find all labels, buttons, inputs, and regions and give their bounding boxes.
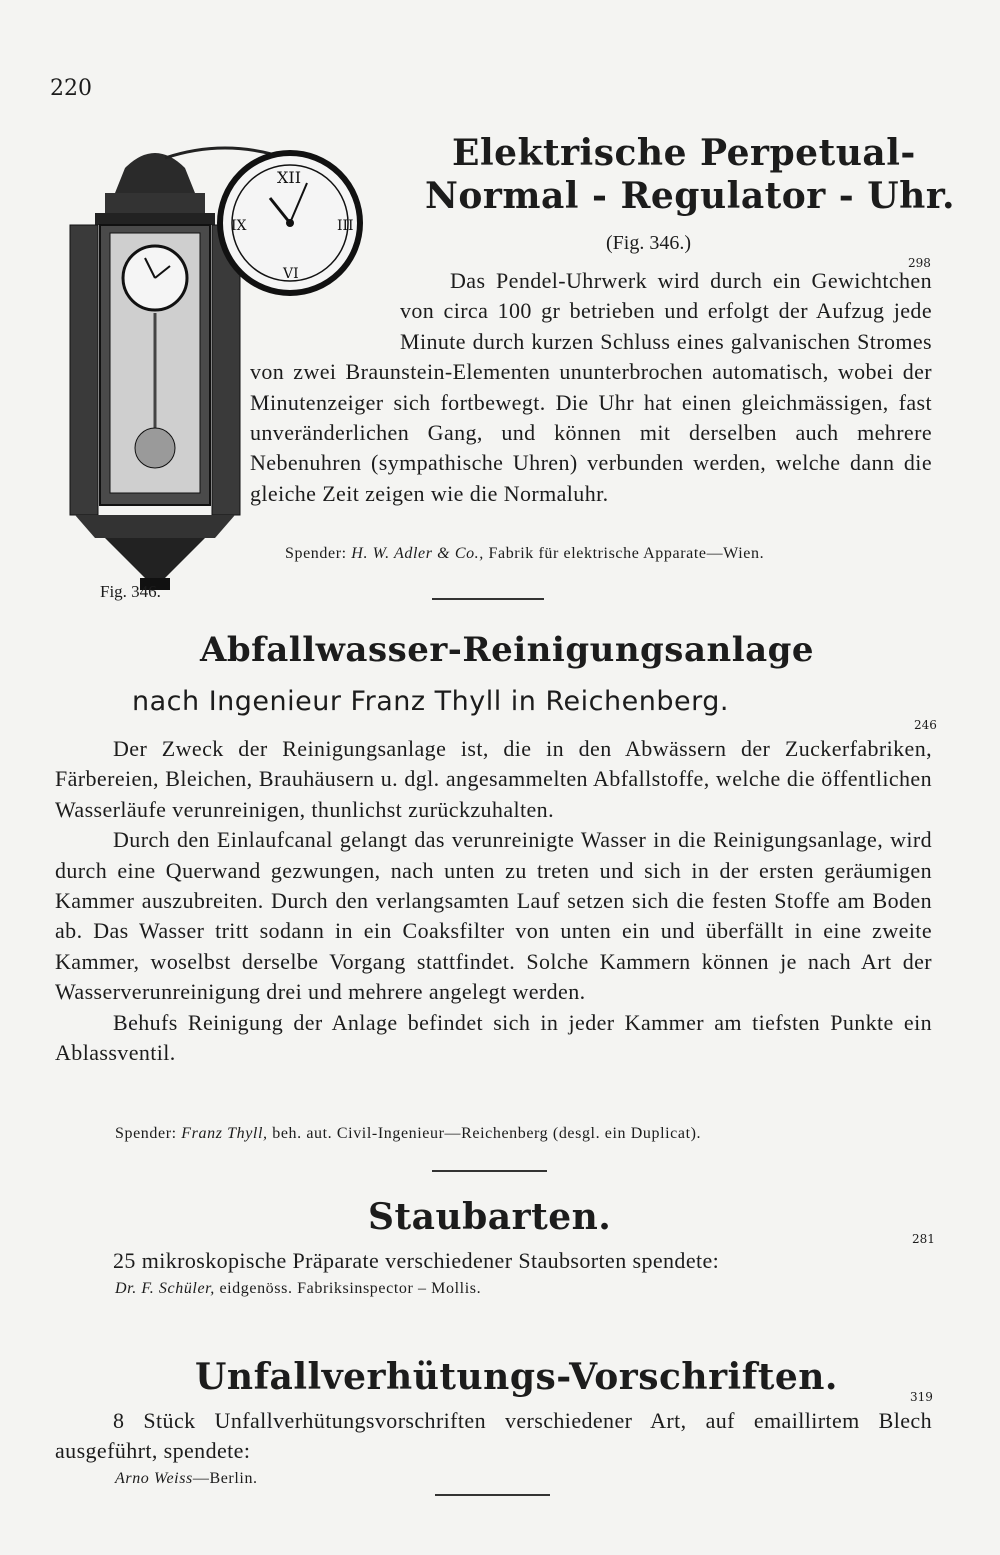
clock-fig-ref: (Fig. 346.) xyxy=(606,232,691,254)
divider-1 xyxy=(432,598,544,600)
wastewater-subtitle: nach Ingenieur Franz Thyll in Reichenberg. xyxy=(132,686,729,717)
dust-paragraph: 25 mikroskopische Präparate verschiedener Staubsorten spendete: xyxy=(113,1248,720,1273)
wastewater-margin-number: 246 xyxy=(914,718,937,732)
dust-donor-rest: eidgenöss. Fabriksinspector – Mollis. xyxy=(219,1280,482,1297)
svg-text:IX: IX xyxy=(231,218,247,234)
svg-text:III: III xyxy=(337,218,354,234)
divider-2 xyxy=(432,1170,547,1172)
clock-donor-name: H. W. Adler & Co., xyxy=(351,545,484,562)
wastewater-donor-rest: beh. aut. Civil-Ingenieur—Reichenberg (desgl. ein Duplicat). xyxy=(272,1125,702,1142)
wastewater-donor-name: Franz Thyll, xyxy=(181,1125,268,1142)
wastewater-title: Abfallwasser-Reinigungsanlage xyxy=(200,630,815,670)
divider-3 xyxy=(435,1494,550,1496)
wastewater-donor xyxy=(115,1125,701,1143)
accident-margin-number: 319 xyxy=(910,1390,933,1404)
accident-text xyxy=(55,1406,932,1467)
dust-donor-name: Dr. F. Schüler, xyxy=(115,1280,215,1297)
accident-title: Unfallverhütungs-Vorschriften. xyxy=(195,1356,838,1398)
page-number: 220 xyxy=(50,76,92,101)
clock-paragraph: Das Pendel-Uhrwerk wird durch ein Gewichtchen von circa 100 gr betrieben und erfolgt der Aufzug jede Minute durch kurzen Schluss eines galvanischen Stromes von zwei Braunstein-Elementen ununterbrochen automatisch, wobei der Minutenzeiger sich fortbewegt. Die Uhr hat einen gleichmässigen, fast unveränderlichen Gang, und können mit derselben auch mehrere Nebenuhren (sympathische Uhren) verbunden werden, welche dann die gleiche Zeit zeigen wie die Normaluhr. xyxy=(250,268,932,506)
wastewater-paragraph1: Der Zweck der Reinigungsanlage ist, die in den Abwässern der Zuckerfabriken, Färbereien, Bleichen, Brauhäusern u. dgl. angesammelten Abfallstoffe, welche die öffentlichen Wasserläufe verunreinigen, thunlichst zurückzuhalten. xyxy=(55,736,932,822)
figure-caption: Fig. 346. xyxy=(100,582,161,601)
wastewater-paragraph2: Durch den Einlaufcanal gelangt das verunreinigte Wasser in die Reinigungsanlage, wird durch eine Querwand gezwungen, nach unten zu treten und sich in der ersten geräumigen Kammer auszubreiten. Durch den verlangsamten Lauf setzen sich die festen Stoffe am Boden ab. Das Wasser tritt sodann in ein Coaksfilter von unten ein und überfällt in eine zweite Kammer, woselbst derselbe Vorgang stattfindet. Solche Kammern können je nach Art der Wasserverunreinigung drei und mehrere angelegt werden. xyxy=(55,827,932,1005)
accident-donor xyxy=(115,1470,258,1488)
clock-title-line1: Elektrische Perpetual- xyxy=(452,132,916,174)
dust-margin-number: 281 xyxy=(912,1232,935,1246)
svg-text:XII: XII xyxy=(277,168,302,187)
dust-donor xyxy=(115,1280,481,1298)
wastewater-text xyxy=(55,734,932,1068)
dust-title: Staubarten. xyxy=(368,1196,612,1238)
dust-text xyxy=(55,1246,932,1276)
clock-title-line2: Normal - Regulator - Uhr. xyxy=(425,175,956,217)
accident-paragraph: 8 Stück Unfallverhütungsvorschriften verschiedener Art, auf emaillirtem Blech ausgeführt, spendete: xyxy=(55,1408,932,1464)
clock-donor xyxy=(285,545,764,563)
clock-margin-number: 298 xyxy=(908,256,931,270)
svg-text:VI: VI xyxy=(283,266,299,282)
clock-paragraph-wrap xyxy=(250,266,932,509)
wastewater-donor-label: Spender: xyxy=(115,1125,177,1142)
accident-donor-name: Arno Weiss xyxy=(115,1470,193,1487)
wastewater-paragraph3: Behufs Reinigung der Anlage befindet sich in jeder Kammer am tiefsten Punkte ein Ablassventil. xyxy=(55,1009,932,1066)
clock-donor-rest: Fabrik für elektrische Apparate—Wien. xyxy=(488,545,765,562)
clock-donor-label: Spender: xyxy=(285,545,347,562)
accident-donor-rest: —Berlin. xyxy=(192,1470,258,1487)
